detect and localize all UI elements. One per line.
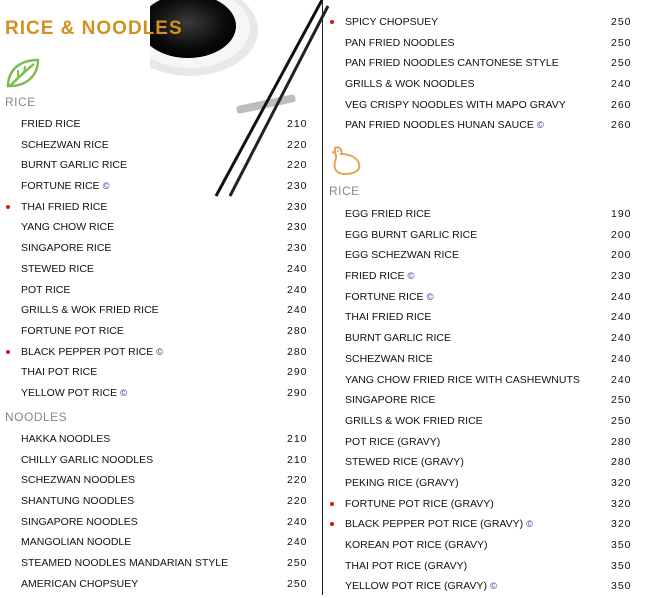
menu-item: [345, 266, 641, 287]
item-price: 280: [611, 456, 632, 469]
item-name: POT RICE (GRAVY): [345, 435, 441, 448]
item-name: FORTUNE POT RICE: [21, 324, 124, 337]
item-name: PAN FRIED NOODLES CANTONESE STYLE: [345, 57, 559, 70]
item-price: 210: [287, 433, 308, 445]
item-name: THAI POT RICE (GRAVY): [345, 559, 468, 572]
item-price: 320: [611, 497, 632, 510]
item-name: SINGAPORE NOODLES: [21, 515, 138, 528]
item-name: THAI FRIED RICE: [21, 200, 108, 213]
item-name: EGG SCHEZWAN RICE: [345, 249, 459, 262]
item-name: BLACK PEPPER POT RICE ©: [21, 345, 164, 358]
chicken-icon: [329, 144, 363, 176]
menu-item: [21, 450, 316, 471]
chef-special-mark: ©: [426, 291, 434, 303]
item-price: 240: [287, 515, 308, 528]
menu-item: [345, 204, 641, 225]
chef-special-mark: ©: [407, 271, 415, 283]
item-price: 240: [611, 373, 632, 386]
menu-item: [345, 576, 641, 597]
item-price: 250: [611, 414, 632, 427]
item-name: BURNT GARLIC RICE: [345, 332, 451, 345]
item-price: 240: [611, 290, 632, 303]
item-name: FRIED RICE ©: [345, 270, 415, 283]
item-price: 220: [287, 495, 308, 508]
menu-item: [21, 342, 316, 363]
item-name: THAI FRIED RICE: [345, 311, 432, 324]
item-name: SHANTUNG NOODLES: [21, 495, 135, 508]
menu-item: [345, 115, 641, 136]
item-name: BURNT GARLIC RICE: [21, 159, 127, 172]
red-dot-icon: [330, 522, 334, 526]
menu-item: [21, 491, 316, 512]
item-price: 220: [287, 474, 308, 487]
item-price: 240: [287, 262, 308, 275]
item-price: 240: [287, 536, 308, 549]
menu-item: [345, 473, 641, 494]
item-price: 350: [611, 559, 632, 572]
menu-item: [345, 494, 641, 515]
menu-item: [21, 553, 316, 574]
menu-item: [21, 217, 316, 238]
menu-item: [345, 514, 641, 535]
menu-item: [345, 74, 641, 95]
item-price: 260: [611, 98, 632, 111]
item-name: GRILLS & WOK FRIED RICE: [345, 414, 483, 427]
menu-item: [21, 362, 316, 383]
menu-item: [21, 280, 316, 301]
item-name: YANG CHOW RICE: [21, 221, 115, 234]
item-name: POT RICE: [21, 283, 71, 296]
noodles-list: [21, 429, 316, 595]
item-price: 320: [611, 476, 632, 489]
item-price: 240: [287, 304, 308, 317]
menu-item: [345, 287, 641, 308]
item-price: 260: [611, 119, 632, 132]
menu-item: [21, 470, 316, 491]
item-name: SPICY CHOPSUEY: [345, 16, 439, 28]
item-price: 250: [287, 577, 308, 590]
item-price: 250: [611, 394, 632, 407]
item-price: 230: [287, 221, 308, 234]
item-name: PAN FRIED NOODLES: [345, 36, 455, 49]
item-name: SCHEZWAN RICE: [21, 138, 109, 151]
leaf-icon: [4, 56, 42, 90]
item-price: 280: [287, 324, 308, 337]
item-name: KOREAN POT RICE (GRAVY): [345, 539, 488, 551]
item-price: 230: [611, 270, 632, 283]
red-dot-icon: [6, 350, 10, 354]
menu-item: [21, 383, 316, 404]
menu-item: [345, 349, 641, 370]
chef-special-mark: ©: [526, 519, 534, 531]
menu-item: [21, 532, 316, 553]
item-price: 210: [287, 118, 308, 130]
item-price: 290: [287, 386, 308, 399]
item-name: YELLOW POT RICE ©: [21, 386, 128, 399]
menu-item: [345, 12, 641, 33]
menu-item: [21, 574, 316, 595]
menu-item: [345, 328, 641, 349]
item-price: 240: [611, 78, 632, 91]
chef-special-mark: ©: [120, 387, 128, 399]
item-price: 210: [287, 453, 308, 466]
item-price: 190: [611, 208, 632, 220]
item-name: PAN FRIED NOODLES HUNAN SAUCE ©: [345, 119, 544, 132]
item-name: YANG CHOW FRIED RICE WITH CASHEWNUTS: [345, 373, 580, 386]
nonveg-rice-list: [345, 204, 641, 597]
item-price: 280: [611, 435, 632, 448]
item-price: 350: [611, 580, 632, 593]
column-divider: [322, 0, 323, 595]
red-dot-icon: [6, 205, 10, 209]
item-name: STEWED RICE: [21, 262, 94, 275]
item-name: VEG CRISPY NOODLES WITH MAPO GRAVY: [345, 98, 566, 111]
item-name: STEWED RICE (GRAVY): [345, 456, 464, 469]
red-dot-icon: [330, 20, 334, 24]
section-heading-noodles: NOODLES: [5, 410, 68, 424]
item-name: STEAMED NOODLES MANDARIAN STYLE: [21, 557, 229, 570]
item-name: YELLOW POT RICE (GRAVY) ©: [345, 580, 497, 593]
section-heading-nonveg-rice: RICE: [329, 184, 360, 198]
chef-special-mark: ©: [156, 346, 164, 358]
menu-item: [345, 53, 641, 74]
item-price: 230: [287, 242, 308, 255]
menu-item: [21, 512, 316, 533]
item-name: GRILLS & WOK NOODLES: [345, 78, 475, 91]
item-name: FRIED RICE: [21, 118, 81, 130]
item-name: FORTUNE RICE ©: [21, 180, 110, 193]
menu-item: [345, 411, 641, 432]
menu-item: [21, 321, 316, 342]
menu-item: [345, 432, 641, 453]
item-name: EGG BURNT GARLIC RICE: [345, 228, 478, 241]
menu-item: [21, 429, 316, 450]
item-name: FORTUNE RICE ©: [345, 290, 434, 303]
menu-item: [345, 535, 641, 556]
red-dot-icon: [330, 502, 334, 506]
item-price: 250: [611, 36, 632, 49]
item-name: FORTUNE POT RICE (GRAVY): [345, 497, 494, 510]
chef-special-mark: ©: [489, 581, 497, 593]
menu-item: [21, 259, 316, 280]
item-price: 280: [287, 345, 308, 358]
item-name: BLACK PEPPER POT RICE (GRAVY) ©: [345, 518, 534, 531]
menu-title: RICE & NOODLES: [5, 18, 183, 39]
item-name: CHILLY GARLIC NOODLES: [21, 453, 154, 466]
item-name: SCHEZWAN RICE: [345, 352, 433, 365]
item-price: 350: [611, 539, 632, 551]
item-price: 250: [611, 16, 632, 28]
menu-item: [345, 33, 641, 54]
item-price: 220: [287, 159, 308, 172]
item-name: MANGOLIAN NOODLE: [21, 536, 132, 549]
item-price: 230: [287, 180, 308, 193]
item-price: 240: [287, 283, 308, 296]
item-name: GRILLS & WOK FRIED RICE: [21, 304, 159, 317]
item-name: THAI POT RICE: [21, 366, 98, 379]
menu-item: [345, 452, 641, 473]
item-name: PEKING RICE (GRAVY): [345, 476, 459, 489]
section-heading-rice: RICE: [5, 95, 36, 109]
item-price: 320: [611, 518, 632, 531]
chef-special-mark: ©: [102, 181, 110, 193]
menu-item: [21, 300, 316, 321]
menu-item: [345, 95, 641, 116]
menu-item: [345, 370, 641, 391]
menu-item: [345, 245, 641, 266]
item-name: SCHEZWAN NOODLES: [21, 474, 135, 487]
item-name: AMERICAN CHOPSUEY: [21, 577, 139, 590]
item-price: 290: [287, 366, 308, 379]
item-name: HAKKA NOODLES: [21, 433, 111, 445]
item-name: SINGAPORE RICE: [21, 242, 112, 255]
item-name: EGG FRIED RICE: [345, 208, 431, 220]
item-price: 240: [611, 311, 632, 324]
item-price: 250: [611, 57, 632, 70]
item-name: SINGAPORE RICE: [345, 394, 436, 407]
item-price: 240: [611, 332, 632, 345]
menu-item: [345, 390, 641, 411]
menu-item: [21, 238, 316, 259]
noodles-continued-list: [345, 12, 641, 136]
item-price: 250: [287, 557, 308, 570]
item-price: 200: [611, 228, 632, 241]
item-price: 230: [287, 200, 308, 213]
menu-item: [345, 307, 641, 328]
menu-item: [345, 225, 641, 246]
item-price: 220: [287, 138, 308, 151]
item-price: 200: [611, 249, 632, 262]
chef-special-mark: ©: [536, 120, 544, 132]
menu-item: [345, 556, 641, 577]
item-price: 240: [611, 352, 632, 365]
